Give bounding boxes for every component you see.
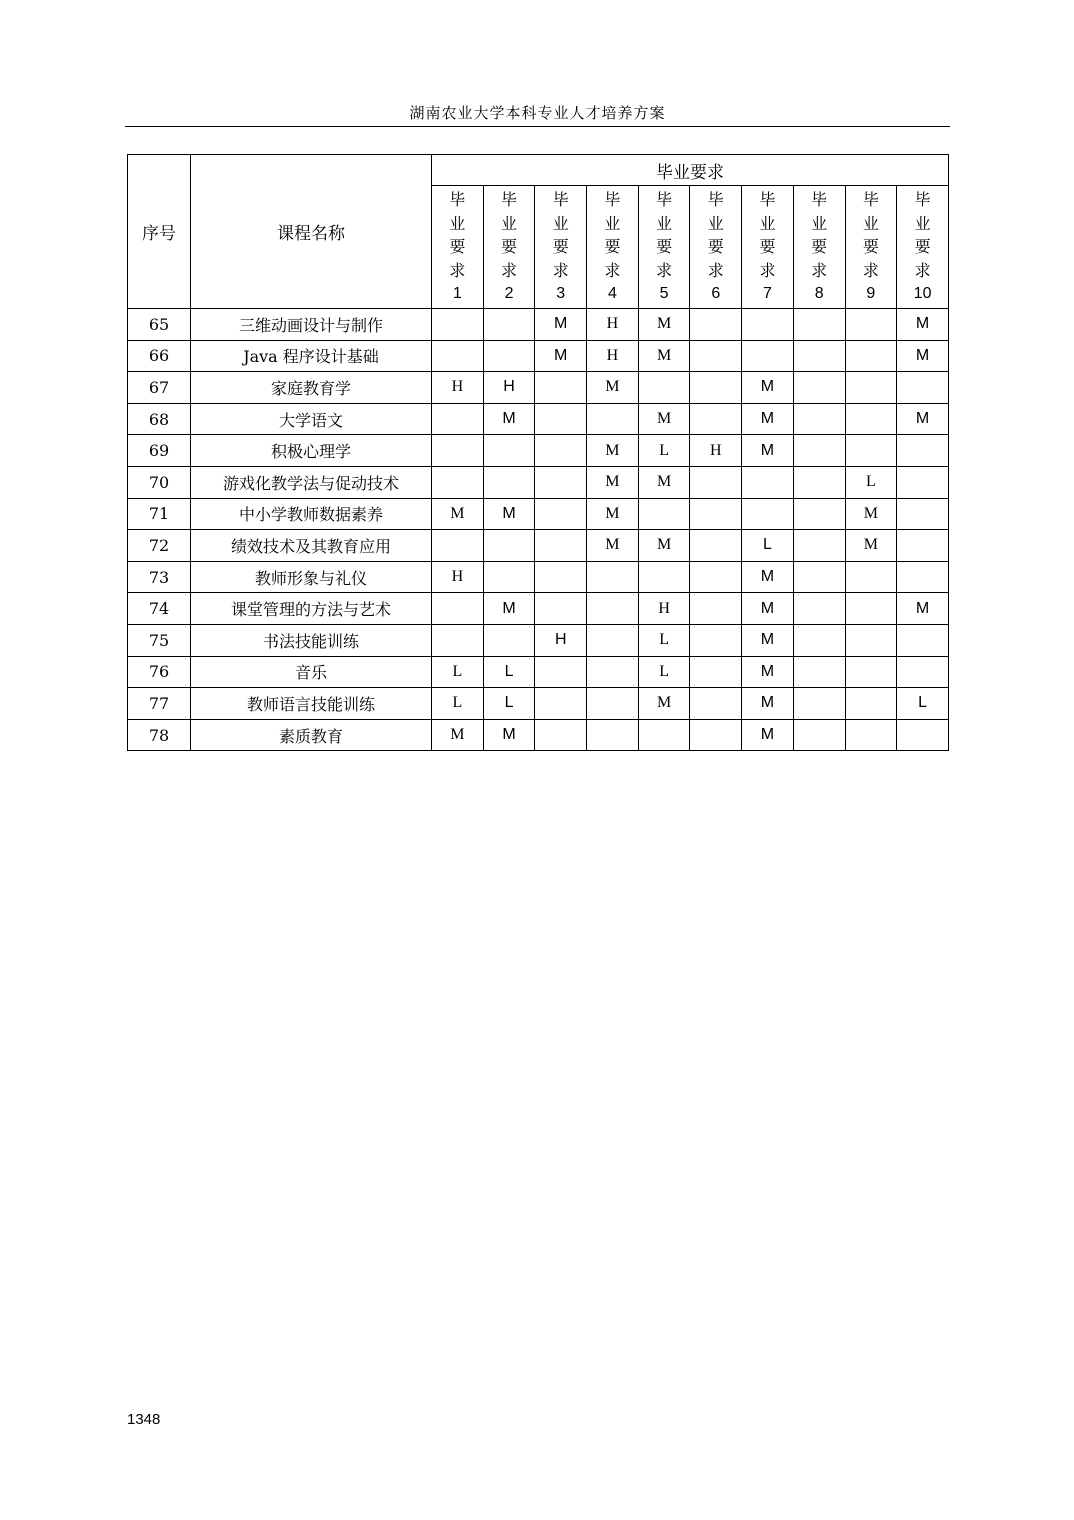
requirement-cell bbox=[432, 340, 484, 372]
requirement-cell bbox=[483, 561, 535, 593]
requirement-header-5: 毕 业 要 求 5 bbox=[638, 186, 690, 309]
row-course-name: 游戏化教学法与促动技术 bbox=[191, 466, 432, 498]
requirement-cell bbox=[793, 435, 845, 467]
requirement-cell bbox=[587, 403, 639, 435]
requirement-cell: M bbox=[845, 530, 897, 562]
requirement-cell bbox=[742, 340, 794, 372]
requirement-cell bbox=[432, 624, 484, 656]
requirement-cell bbox=[897, 561, 949, 593]
requirement-cell bbox=[690, 688, 742, 720]
row-seq: 74 bbox=[128, 593, 191, 625]
requirement-cell: M bbox=[742, 561, 794, 593]
requirement-cell bbox=[690, 561, 742, 593]
requirement-cell bbox=[793, 309, 845, 341]
row-course-name: Java 程序设计基础 bbox=[191, 340, 432, 372]
requirement-cell: H bbox=[535, 624, 587, 656]
requirement-cell: M bbox=[638, 403, 690, 435]
table-row bbox=[128, 372, 949, 404]
requirement-cell: L bbox=[897, 688, 949, 720]
requirement-cell bbox=[432, 403, 484, 435]
row-course-name: 教师形象与礼仪 bbox=[191, 561, 432, 593]
requirement-cell bbox=[587, 656, 639, 688]
course-requirement-matrix bbox=[127, 154, 949, 751]
requirement-cell bbox=[535, 435, 587, 467]
row-course-name: 素质教育 bbox=[191, 719, 432, 751]
requirement-cell: M bbox=[483, 498, 535, 530]
requirement-cell bbox=[742, 498, 794, 530]
requirement-header-3: 毕 业 要 求 3 bbox=[535, 186, 587, 309]
row-course-name: 课堂管理的方法与艺术 bbox=[191, 593, 432, 625]
requirement-cell bbox=[845, 403, 897, 435]
requirement-header-6: 毕 业 要 求 6 bbox=[690, 186, 742, 309]
requirement-cell bbox=[897, 498, 949, 530]
requirement-cell: M bbox=[638, 688, 690, 720]
requirement-cell: M bbox=[483, 719, 535, 751]
requirement-cell: M bbox=[897, 403, 949, 435]
requirement-cell bbox=[587, 624, 639, 656]
row-seq: 68 bbox=[128, 403, 191, 435]
row-seq: 77 bbox=[128, 688, 191, 720]
requirement-cell: M bbox=[897, 309, 949, 341]
requirement-header-1: 毕 业 要 求 1 bbox=[432, 186, 484, 309]
table-row bbox=[128, 466, 949, 498]
requirement-cell: H bbox=[587, 340, 639, 372]
requirement-cell bbox=[690, 340, 742, 372]
requirement-cell bbox=[690, 498, 742, 530]
requirement-cell bbox=[793, 561, 845, 593]
table-row bbox=[128, 719, 949, 751]
requirement-cell bbox=[535, 466, 587, 498]
requirement-cell bbox=[793, 340, 845, 372]
requirement-cell bbox=[845, 593, 897, 625]
requirement-cell: H bbox=[638, 593, 690, 625]
requirement-cell: L bbox=[638, 656, 690, 688]
requirement-cell bbox=[483, 530, 535, 562]
requirement-cell bbox=[793, 624, 845, 656]
requirement-cell bbox=[742, 466, 794, 498]
requirement-cell bbox=[535, 403, 587, 435]
table-row bbox=[128, 435, 949, 467]
requirement-header-8: 毕 业 要 求 8 bbox=[793, 186, 845, 309]
requirement-cell bbox=[690, 530, 742, 562]
row-course-name: 中小学教师数据素养 bbox=[191, 498, 432, 530]
requirement-cell bbox=[535, 719, 587, 751]
row-course-name: 绩效技术及其教育应用 bbox=[191, 530, 432, 562]
requirement-cell: M bbox=[742, 719, 794, 751]
table-row bbox=[128, 403, 949, 435]
matrix-body bbox=[128, 309, 949, 751]
requirement-cell: M bbox=[742, 656, 794, 688]
requirement-cell bbox=[535, 593, 587, 625]
requirement-cell: M bbox=[638, 340, 690, 372]
requirement-cell: H bbox=[690, 435, 742, 467]
requirement-cell bbox=[690, 309, 742, 341]
requirement-cell: L bbox=[638, 624, 690, 656]
requirement-cell bbox=[587, 561, 639, 593]
requirement-cell: M bbox=[638, 309, 690, 341]
requirement-cell bbox=[483, 435, 535, 467]
row-seq: 65 bbox=[128, 309, 191, 341]
requirement-cell bbox=[793, 403, 845, 435]
requirement-cell: M bbox=[742, 624, 794, 656]
requirement-cell: H bbox=[432, 561, 484, 593]
requirement-cell bbox=[638, 561, 690, 593]
table-row bbox=[128, 498, 949, 530]
requirement-cell bbox=[845, 309, 897, 341]
row-seq: 78 bbox=[128, 719, 191, 751]
requirement-cell bbox=[483, 466, 535, 498]
requirement-cell: M bbox=[742, 593, 794, 625]
requirement-cell bbox=[793, 593, 845, 625]
requirement-cell: L bbox=[638, 435, 690, 467]
requirement-cell: M bbox=[845, 498, 897, 530]
requirement-cell bbox=[793, 466, 845, 498]
row-course-name: 大学语文 bbox=[191, 403, 432, 435]
requirement-cell: M bbox=[587, 372, 639, 404]
row-course-name: 家庭教育学 bbox=[191, 372, 432, 404]
requirement-cell bbox=[742, 309, 794, 341]
requirement-cell: M bbox=[897, 340, 949, 372]
requirement-cell bbox=[845, 688, 897, 720]
requirement-cell bbox=[535, 530, 587, 562]
requirement-cell: L bbox=[483, 656, 535, 688]
requirement-cell: H bbox=[432, 372, 484, 404]
requirement-cell: L bbox=[742, 530, 794, 562]
requirement-cell: M bbox=[587, 435, 639, 467]
requirement-cell bbox=[432, 309, 484, 341]
requirement-cell: M bbox=[483, 403, 535, 435]
requirement-cell bbox=[897, 372, 949, 404]
table-row bbox=[128, 688, 949, 720]
requirement-cell bbox=[690, 372, 742, 404]
requirement-cell bbox=[690, 403, 742, 435]
requirement-cell bbox=[793, 719, 845, 751]
requirement-header-7: 毕 业 要 求 7 bbox=[742, 186, 794, 309]
requirement-cell bbox=[690, 593, 742, 625]
column-group-graduation-requirements: 毕业要求 bbox=[432, 155, 949, 186]
requirement-cell: M bbox=[742, 372, 794, 404]
requirement-cell: M bbox=[535, 340, 587, 372]
requirement-cell bbox=[793, 530, 845, 562]
requirement-cell bbox=[897, 624, 949, 656]
requirement-cell bbox=[897, 435, 949, 467]
page-number: 1348 bbox=[127, 1411, 161, 1428]
requirement-cell bbox=[845, 656, 897, 688]
requirement-cell bbox=[845, 435, 897, 467]
table-row bbox=[128, 340, 949, 372]
requirement-cell bbox=[587, 719, 639, 751]
row-seq: 73 bbox=[128, 561, 191, 593]
requirement-cell bbox=[897, 656, 949, 688]
requirement-cell: L bbox=[432, 688, 484, 720]
requirement-cell bbox=[897, 530, 949, 562]
requirement-cell bbox=[535, 688, 587, 720]
requirement-cell bbox=[483, 624, 535, 656]
requirement-cell bbox=[432, 435, 484, 467]
requirement-cell bbox=[587, 593, 639, 625]
requirement-cell bbox=[535, 656, 587, 688]
row-seq: 75 bbox=[128, 624, 191, 656]
table-row bbox=[128, 530, 949, 562]
row-course-name: 积极心理学 bbox=[191, 435, 432, 467]
requirement-cell: M bbox=[432, 498, 484, 530]
requirement-cell: M bbox=[897, 593, 949, 625]
requirement-cell bbox=[845, 340, 897, 372]
table-row bbox=[128, 309, 949, 341]
requirement-cell: M bbox=[638, 466, 690, 498]
requirement-cell bbox=[432, 593, 484, 625]
requirement-cell: M bbox=[587, 466, 639, 498]
requirement-cell bbox=[638, 372, 690, 404]
requirement-cell bbox=[845, 561, 897, 593]
requirement-cell bbox=[535, 498, 587, 530]
requirement-cell bbox=[587, 688, 639, 720]
requirement-cell: L bbox=[845, 466, 897, 498]
requirement-cell: M bbox=[742, 403, 794, 435]
requirement-cell: M bbox=[535, 309, 587, 341]
row-seq: 69 bbox=[128, 435, 191, 467]
requirement-cell bbox=[690, 656, 742, 688]
requirement-cell: M bbox=[742, 688, 794, 720]
requirement-cell bbox=[535, 372, 587, 404]
requirement-cell bbox=[793, 688, 845, 720]
table-row bbox=[128, 561, 949, 593]
requirement-header-4: 毕 业 要 求 4 bbox=[587, 186, 639, 309]
requirement-cell: L bbox=[432, 656, 484, 688]
requirement-cell bbox=[690, 466, 742, 498]
row-course-name: 三维动画设计与制作 bbox=[191, 309, 432, 341]
requirement-cell bbox=[535, 561, 587, 593]
requirement-cell bbox=[483, 340, 535, 372]
requirement-cell: M bbox=[432, 719, 484, 751]
requirement-cell: H bbox=[587, 309, 639, 341]
requirement-header-9: 毕 业 要 求 9 bbox=[845, 186, 897, 309]
requirement-cell bbox=[793, 372, 845, 404]
column-header-course-name: 课程名称 bbox=[191, 155, 432, 309]
row-seq: 71 bbox=[128, 498, 191, 530]
table-row bbox=[128, 593, 949, 625]
row-seq: 70 bbox=[128, 466, 191, 498]
row-course-name: 书法技能训练 bbox=[191, 624, 432, 656]
requirement-cell: M bbox=[483, 593, 535, 625]
requirement-cell: M bbox=[587, 530, 639, 562]
document-header: 湖南农业大学本科专业人才培养方案 bbox=[125, 102, 950, 127]
row-seq: 72 bbox=[128, 530, 191, 562]
requirement-header-10: 毕 业 要 求 10 bbox=[897, 186, 949, 309]
requirement-cell bbox=[845, 719, 897, 751]
requirement-cell: M bbox=[638, 530, 690, 562]
row-seq: 67 bbox=[128, 372, 191, 404]
requirement-cell bbox=[432, 466, 484, 498]
requirement-cell bbox=[793, 498, 845, 530]
requirement-cell bbox=[690, 719, 742, 751]
table-row bbox=[128, 656, 949, 688]
requirement-cell bbox=[638, 719, 690, 751]
requirement-cell: H bbox=[483, 372, 535, 404]
requirement-cell bbox=[897, 466, 949, 498]
requirement-cell bbox=[793, 656, 845, 688]
table-row bbox=[128, 624, 949, 656]
row-course-name: 音乐 bbox=[191, 656, 432, 688]
requirement-cell bbox=[638, 498, 690, 530]
requirement-cell bbox=[690, 624, 742, 656]
requirement-cell bbox=[845, 372, 897, 404]
requirement-cell: L bbox=[483, 688, 535, 720]
requirement-header-2: 毕 业 要 求 2 bbox=[483, 186, 535, 309]
requirement-cell bbox=[483, 309, 535, 341]
column-header-seq: 序号 bbox=[128, 155, 191, 309]
row-course-name: 教师语言技能训练 bbox=[191, 688, 432, 720]
requirement-cell: M bbox=[587, 498, 639, 530]
row-seq: 76 bbox=[128, 656, 191, 688]
requirement-cell: M bbox=[742, 435, 794, 467]
requirement-cell bbox=[432, 530, 484, 562]
row-seq: 66 bbox=[128, 340, 191, 372]
requirement-cell bbox=[897, 719, 949, 751]
requirement-cell bbox=[845, 624, 897, 656]
